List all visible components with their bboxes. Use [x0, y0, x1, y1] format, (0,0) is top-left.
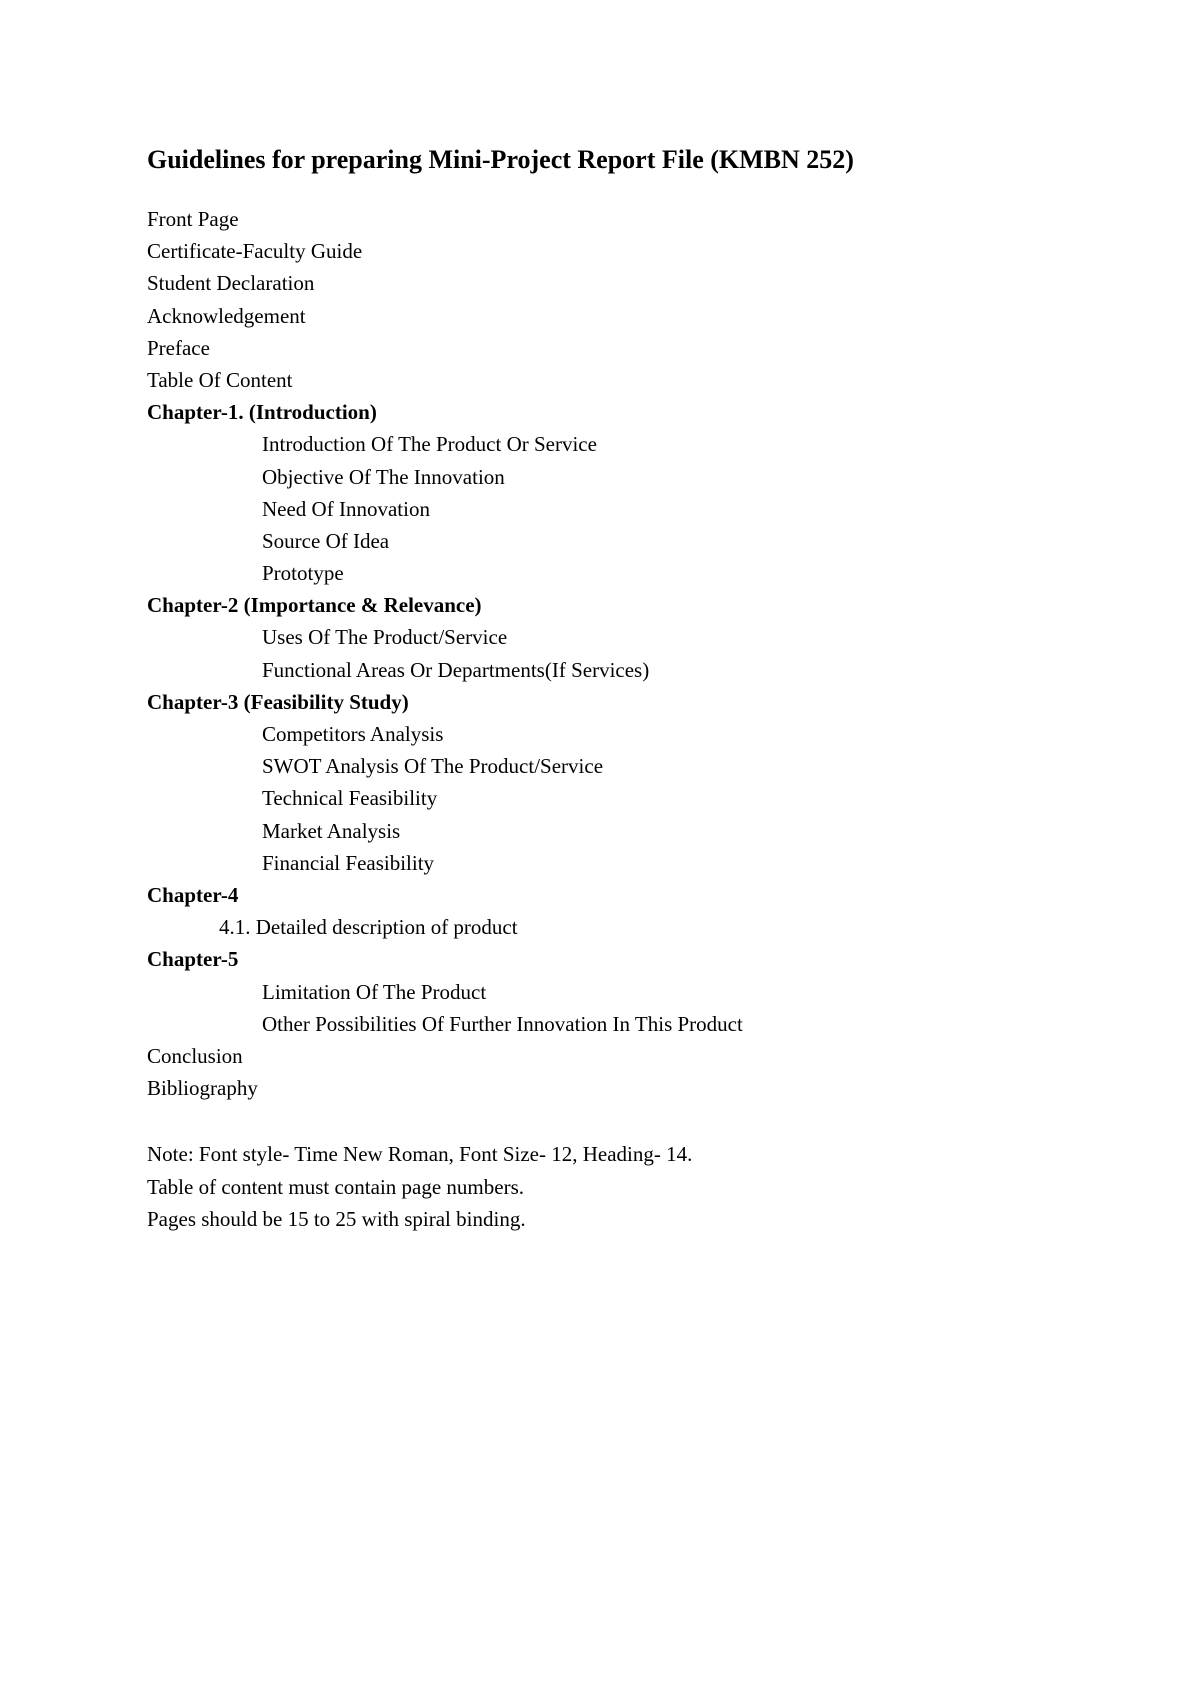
front-matter-item: Front Page — [147, 207, 239, 231]
chapter-item: Market Analysis — [262, 818, 401, 843]
note-line: Pages should be 15 to 25 with spiral binding. — [147, 1207, 526, 1231]
chapter-item: Other Possibilities Of Further Innovation In This Product — [262, 1011, 743, 1036]
front-matter-item: Student Declaration — [147, 271, 315, 296]
chapter-item: Functional Areas Or Departments(If Services) — [262, 657, 650, 682]
notes-section — [147, 1138, 1047, 1236]
chapter-item: Uses Of The Product/Service — [262, 625, 508, 650]
chapter-item: Financial Feasibility — [262, 850, 435, 875]
note-line: Table of content must contain page numbers. — [147, 1174, 525, 1199]
document-title: Guidelines for preparing Mini-Project Report File (KMBN 252) — [147, 145, 854, 174]
back-matter-item: Conclusion — [147, 1043, 243, 1068]
chapter-heading: Chapter-2 (Importance & Relevance) — [147, 593, 482, 618]
chapter-item: Source Of Idea — [262, 528, 390, 553]
chapter-heading: Chapter-5 — [147, 947, 239, 972]
chapter-item: Competitors Analysis — [262, 722, 444, 746]
note-line: Note: Font style- Time New Roman, Font Size- 12, Heading- 14. — [147, 1142, 693, 1166]
chapter-heading: Chapter-4 — [147, 882, 239, 907]
chapter-item: Limitation Of The Product — [262, 979, 487, 1004]
chapter-item: Introduction Of The Product Or Service — [262, 432, 597, 457]
contents-list — [147, 203, 1047, 1104]
chapter-item: SWOT Analysis Of The Product/Service — [262, 754, 604, 779]
front-matter-item: Certificate-Faculty Guide — [147, 239, 363, 264]
chapter-item: Objective Of The Innovation — [262, 464, 505, 489]
front-matter-item: Table Of Content — [147, 367, 293, 392]
front-matter-item: Acknowledgement — [147, 303, 306, 328]
chapter-item: 4.1. Detailed description of product — [219, 915, 518, 940]
chapter-item: Technical Feasibility — [262, 786, 438, 811]
front-matter-item: Preface — [147, 335, 210, 360]
chapter-heading: Chapter-1. (Introduction) — [147, 400, 377, 425]
chapter-heading: Chapter-3 (Feasibility Study) — [147, 689, 409, 714]
chapter-item: Prototype — [262, 561, 344, 586]
chapter-item: Need Of Innovation — [262, 496, 430, 521]
back-matter-item: Bibliography — [147, 1076, 258, 1101]
